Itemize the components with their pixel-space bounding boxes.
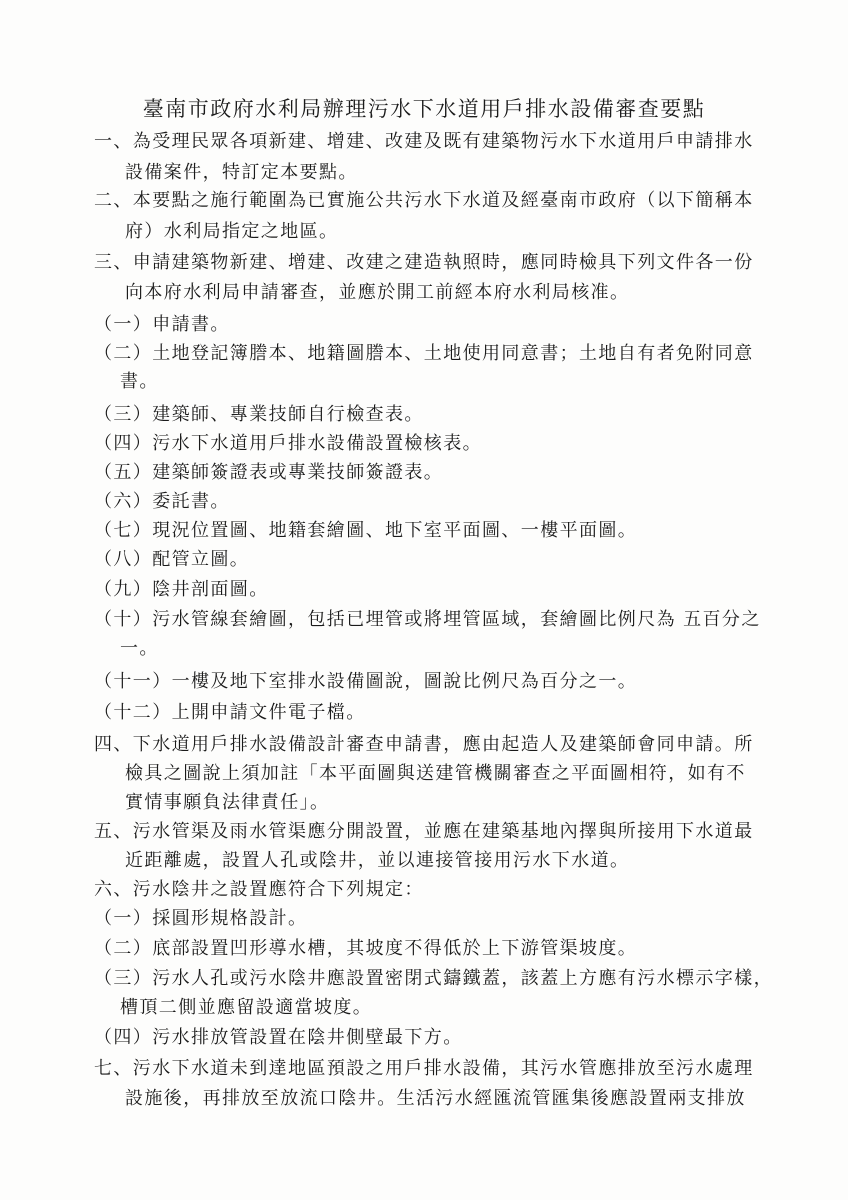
clause-4-line-1: 四、下水道用戶排水設備設計審查申請書，應由起造人及建築師會同申請。所 (94, 734, 754, 755)
clause-6-item-3-line-2: 槽頂二側並應留設適當坡度。 (120, 997, 373, 1018)
clause-3-item-2-line-2: 書。 (120, 371, 159, 392)
clause-3-item-10-line-1: （十）污水管線套繪圖，包括已埋管或將埋管區域，套繪圖比例尺為 五百分之 (94, 609, 761, 630)
clause-3-item-6: （六）委託書。 (94, 491, 230, 512)
clause-3-item-12: （十二）上開申請文件電子檔。 (94, 702, 366, 723)
clause-2-line-2: 府）水利局指定之地區。 (125, 221, 339, 242)
clause-4-line-3: 實情事願負法律責任」。 (125, 792, 330, 813)
clause-1-line-2: 設備案件，特訂定本要點。 (125, 162, 358, 183)
clause-3-item-11: （十一）一樓及地下室排水設備圖說，圖說比例尺為百分之一。 (94, 671, 638, 692)
clause-5-line-2: 近距離處，設置人孔或陰井，並以連接管接用污水下水道。 (125, 850, 630, 871)
clause-6-item-4: （四）污水排放管設置在陰井側壁最下方。 (94, 1027, 463, 1048)
clause-7-line-1: 七、污水下水道未到達地區預設之用戶排水設備，其污水管應排放至污水處理 (94, 1058, 754, 1079)
clause-6-item-1: （一）採圓形規格設計。 (94, 908, 308, 929)
document-title: 臺南市政府水利局辦理污水下水道用戶排水設備審查要點 (142, 97, 706, 121)
clause-5-line-1: 五、污水管渠及雨水管渠應分開設置，並應在建築基地內擇與所接用下水道最 (94, 821, 754, 842)
clause-7-line-2: 設施後，再排放至放流口陰井。生活污水經匯流管匯集後應設置兩支排放 (125, 1088, 746, 1109)
clause-6-line-1: 六、污水陰井之設置應符合下列規定： (94, 879, 424, 900)
clause-3-item-4: （四）污水下水道用戶排水設備設置檢核表。 (94, 433, 482, 454)
clause-3-item-2-line-1: （二）土地登記簿謄本、地籍圖謄本、土地使用同意書；土地自有者免附同意 (94, 343, 754, 364)
clause-3-item-7: （七）現況位置圖、地籍套繪圖、地下室平面圖、一樓平面圖。 (94, 520, 638, 541)
clause-3-item-8: （八）配管立圖。 (94, 549, 250, 570)
clause-3-line-2: 向本府水利局申請審查，並應於開工前經本府水利局核准。 (125, 282, 630, 303)
clause-2-line-1: 二、本要點之施行範圍為已實施公共污水下水道及經臺南市政府（以下簡稱本 (94, 190, 754, 211)
clause-3-item-5: （五）建築師簽證表或專業技師簽證表。 (94, 462, 444, 483)
clause-6-item-3-line-1: （三）污水人孔或污水陰井應設置密閉式鑄鐵蓋，該蓋上方應有污水標示字樣， (94, 968, 773, 989)
clause-3-line-1: 三、申請建築物新建、增建、改建之建造執照時，應同時檢具下列文件各一份 (94, 252, 754, 273)
clause-1-line-1: 一、為受理民眾各項新建、增建、改建及既有建築物污水下水道用戶申請排水 (94, 131, 754, 152)
clause-3-item-3: （三）建築師、專業技師自行檢查表。 (94, 404, 424, 425)
clause-3-item-10-line-2: 一。 (120, 638, 159, 659)
clause-3-item-9: （九）陰井剖面圖。 (94, 579, 269, 600)
clause-3-item-1: （一）申請書。 (94, 314, 230, 335)
clause-4-line-2: 檢具之圖說上須加註「本平面圖與送建管機關審查之平面圖相符，如有不 (125, 763, 746, 784)
clause-6-item-2: （二）底部設置凹形導水槽，其坡度不得低於上下游管渠坡度。 (94, 938, 638, 959)
